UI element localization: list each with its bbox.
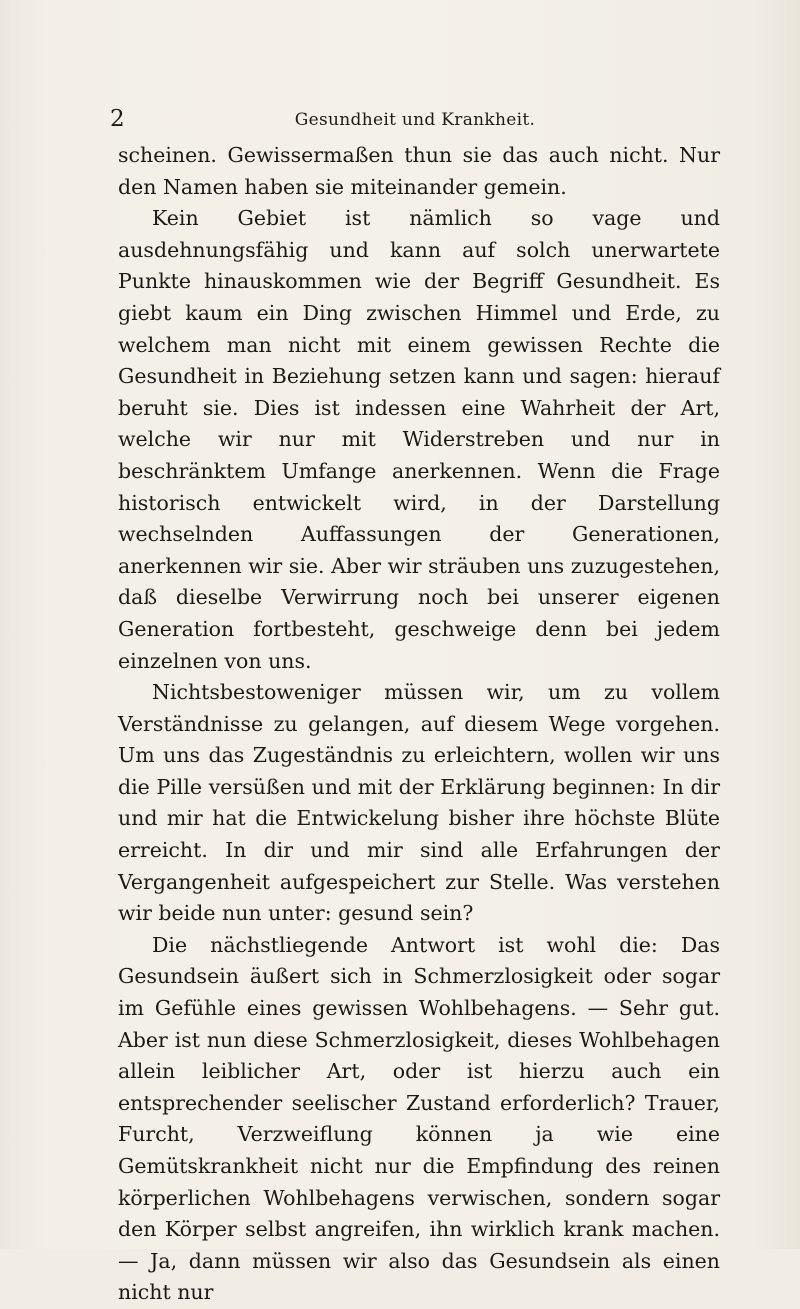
page-header [110, 104, 720, 134]
page-number: 2 [110, 106, 125, 132]
running-title: Gesundheit und Krankheit. [294, 110, 536, 130]
paragraph: Die nächstliegende Antwort ist wohl die: Das Gesundsein äußert sich in Schmerzlosigkeit oder sogar im Gefühle eines gewissen Wohlbehagens. — Sehr gut. Aber ist nun diese Schmerzlosigkeit, dieses Wohlbehagen allein leiblicher Art, oder ist hierzu auch ein entsprechender seelischer Zustand erforderlich? Trauer, Furcht, Verzweiflung können ja wie eine Gemütskrankheit nicht nur die Empfindung des reinen körperlichen Wohlbehagens verwischen, sondern sogar den Körper selbst angreifen, ihn wirklich krank machen. — Ja, dann müssen wir also das Gesundsein als einen nicht nur [118, 932, 720, 1305]
paragraph: Kein Gebiet ist nämlich so vage und ausdehnungsfähig und kann auf solch unerwartete Punkte hinauskommen wie der Begriff Gesundheit. Es giebt kaum ein Ding zwischen Himmel und Erde, zu welchem man nicht mit einem gewissen Rechte die Gesundheit in Beziehung setzen kann und sagen: hierauf beruht sie. Dies ist indessen eine Wahrheit der Art, welche wir nur mit Widerstreben und nur in beschränktem Umfange anerkennen. Wenn die Frage historisch entwickelt wird, in der Darstellung wechselnden Auffassungen der Generationen, anerkennen wir sie. Aber wir sträuben uns zuzugestehen, daß dieselbe Verwirrung noch bei unserer eigenen Generation fortbesteht, geschweige denn bei jedem einzelnen von uns. [118, 206, 720, 673]
body-text [118, 140, 720, 1309]
paragraph: scheinen. Gewissermaßen thun sie das auch nicht. Nur den Namen haben sie miteinander gemein. [118, 143, 720, 199]
paragraph: Nichtsbestoweniger müssen wir, um zu vollem Verständnisse zu gelangen, auf diesem Wege vorgehen. Um uns das Zugeständnis zu erleichtern, wollen wir uns die Pille versüßen und mit der Erklärung beginnen: In dir und mir hat die Entwickelung bisher ihre höchste Blüte erreicht. In dir und mir sind alle Erfahrungen der Vergangenheit aufgespeichert zur Stelle. Was verstehen wir beide nun unter: gesund sein? [118, 680, 720, 926]
